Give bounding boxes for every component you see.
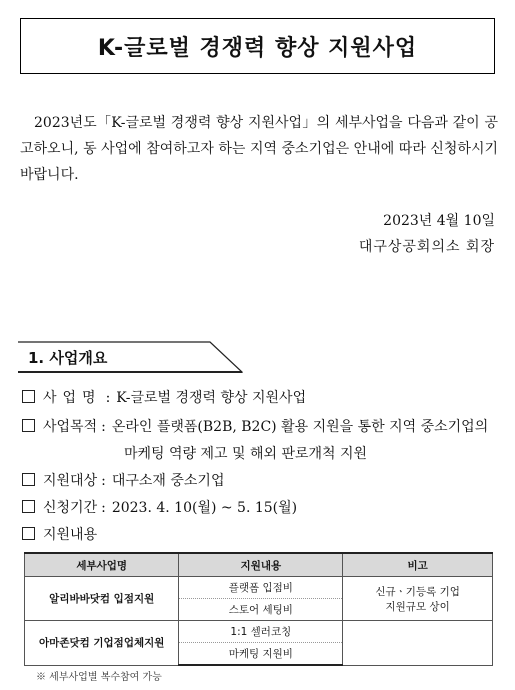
item-label: 지원대상 <box>43 473 98 489</box>
checkbox-icon <box>22 473 35 486</box>
checkbox-icon <box>22 390 35 403</box>
table-cell-support: 1:1 셀러코칭 <box>179 621 343 643</box>
table-header: 세부사업명 <box>25 553 179 577</box>
page-title: K-글로벌 경쟁력 향상 지원사업 <box>97 35 418 61</box>
overview-item-purpose <box>22 416 488 436</box>
overview-item-name <box>22 387 306 407</box>
table-row <box>25 577 493 599</box>
table-header: 비고 <box>343 553 493 577</box>
item-value: 2023. 4. 10(월) ~ 5. 15(월) <box>111 500 298 516</box>
table-cell-note <box>343 577 493 621</box>
intro-text: 2023년도「K-글로벌 경쟁력 향상 지원사업」의 세부사업을 다음과 같이 공고하오니, 동 사업에 참여하고자 하는 지역 중소기업은 안내에 따라 신청하시기 바랍니다. <box>20 115 498 183</box>
title-box <box>20 18 495 74</box>
item-label: 사업목적 <box>43 419 98 435</box>
item-colon: : <box>101 473 106 489</box>
table-cell-note <box>343 621 493 666</box>
table-cell-support: 마케팅 지원비 <box>179 643 343 666</box>
footnote: ※ 세부사업별 복수참여 가능 <box>36 672 162 683</box>
overview-item-support <box>22 524 97 544</box>
table-header-row <box>25 553 493 577</box>
item-value: 대구소재 중소기업 <box>111 473 225 489</box>
organization-signature: 대구상공회의소 회장 <box>358 239 495 255</box>
item-colon: : <box>105 390 111 406</box>
checkbox-icon <box>22 419 35 432</box>
item-label: 신청기간 <box>43 500 98 516</box>
table-cell-support: 플랫폼 입점비 <box>179 577 343 599</box>
item-colon: : <box>101 500 106 516</box>
section-title: 1. 사업개요 <box>28 349 108 367</box>
table-cell-name: 알리바바닷컴 입점지원 <box>25 577 179 621</box>
item-value: 온라인 플랫폼(B2B, B2C) 활용 지원을 통한 지역 중소기업의 <box>111 419 489 435</box>
overview-item-target <box>22 470 224 490</box>
table-header: 지원내용 <box>179 553 343 577</box>
section-header <box>18 341 243 373</box>
table-cell-support: 스토어 세팅비 <box>179 599 343 621</box>
checkbox-icon <box>22 500 35 513</box>
item-value: K-글로벌 경쟁력 향상 지원사업 <box>116 390 307 406</box>
overview-item-period <box>22 497 297 517</box>
table-row <box>25 621 493 643</box>
announcement-date: 2023년 4월 10일 <box>383 213 495 229</box>
note-line: 신규ㆍ기등록 기업 <box>375 585 460 598</box>
item-label: 지원내용 <box>43 527 98 543</box>
note-line: 지원규모 상이 <box>385 600 450 613</box>
item-label: 사업명 <box>43 390 102 406</box>
support-table <box>24 552 493 666</box>
table-cell-name: 아마존닷컴 기업점업체지원 <box>25 621 179 666</box>
item-colon: : <box>101 419 106 435</box>
checkbox-icon <box>22 527 35 540</box>
item-value-continued: 마케팅 역량 제고 및 해외 판로개척 지원 <box>124 446 368 462</box>
intro-paragraph <box>20 110 498 188</box>
